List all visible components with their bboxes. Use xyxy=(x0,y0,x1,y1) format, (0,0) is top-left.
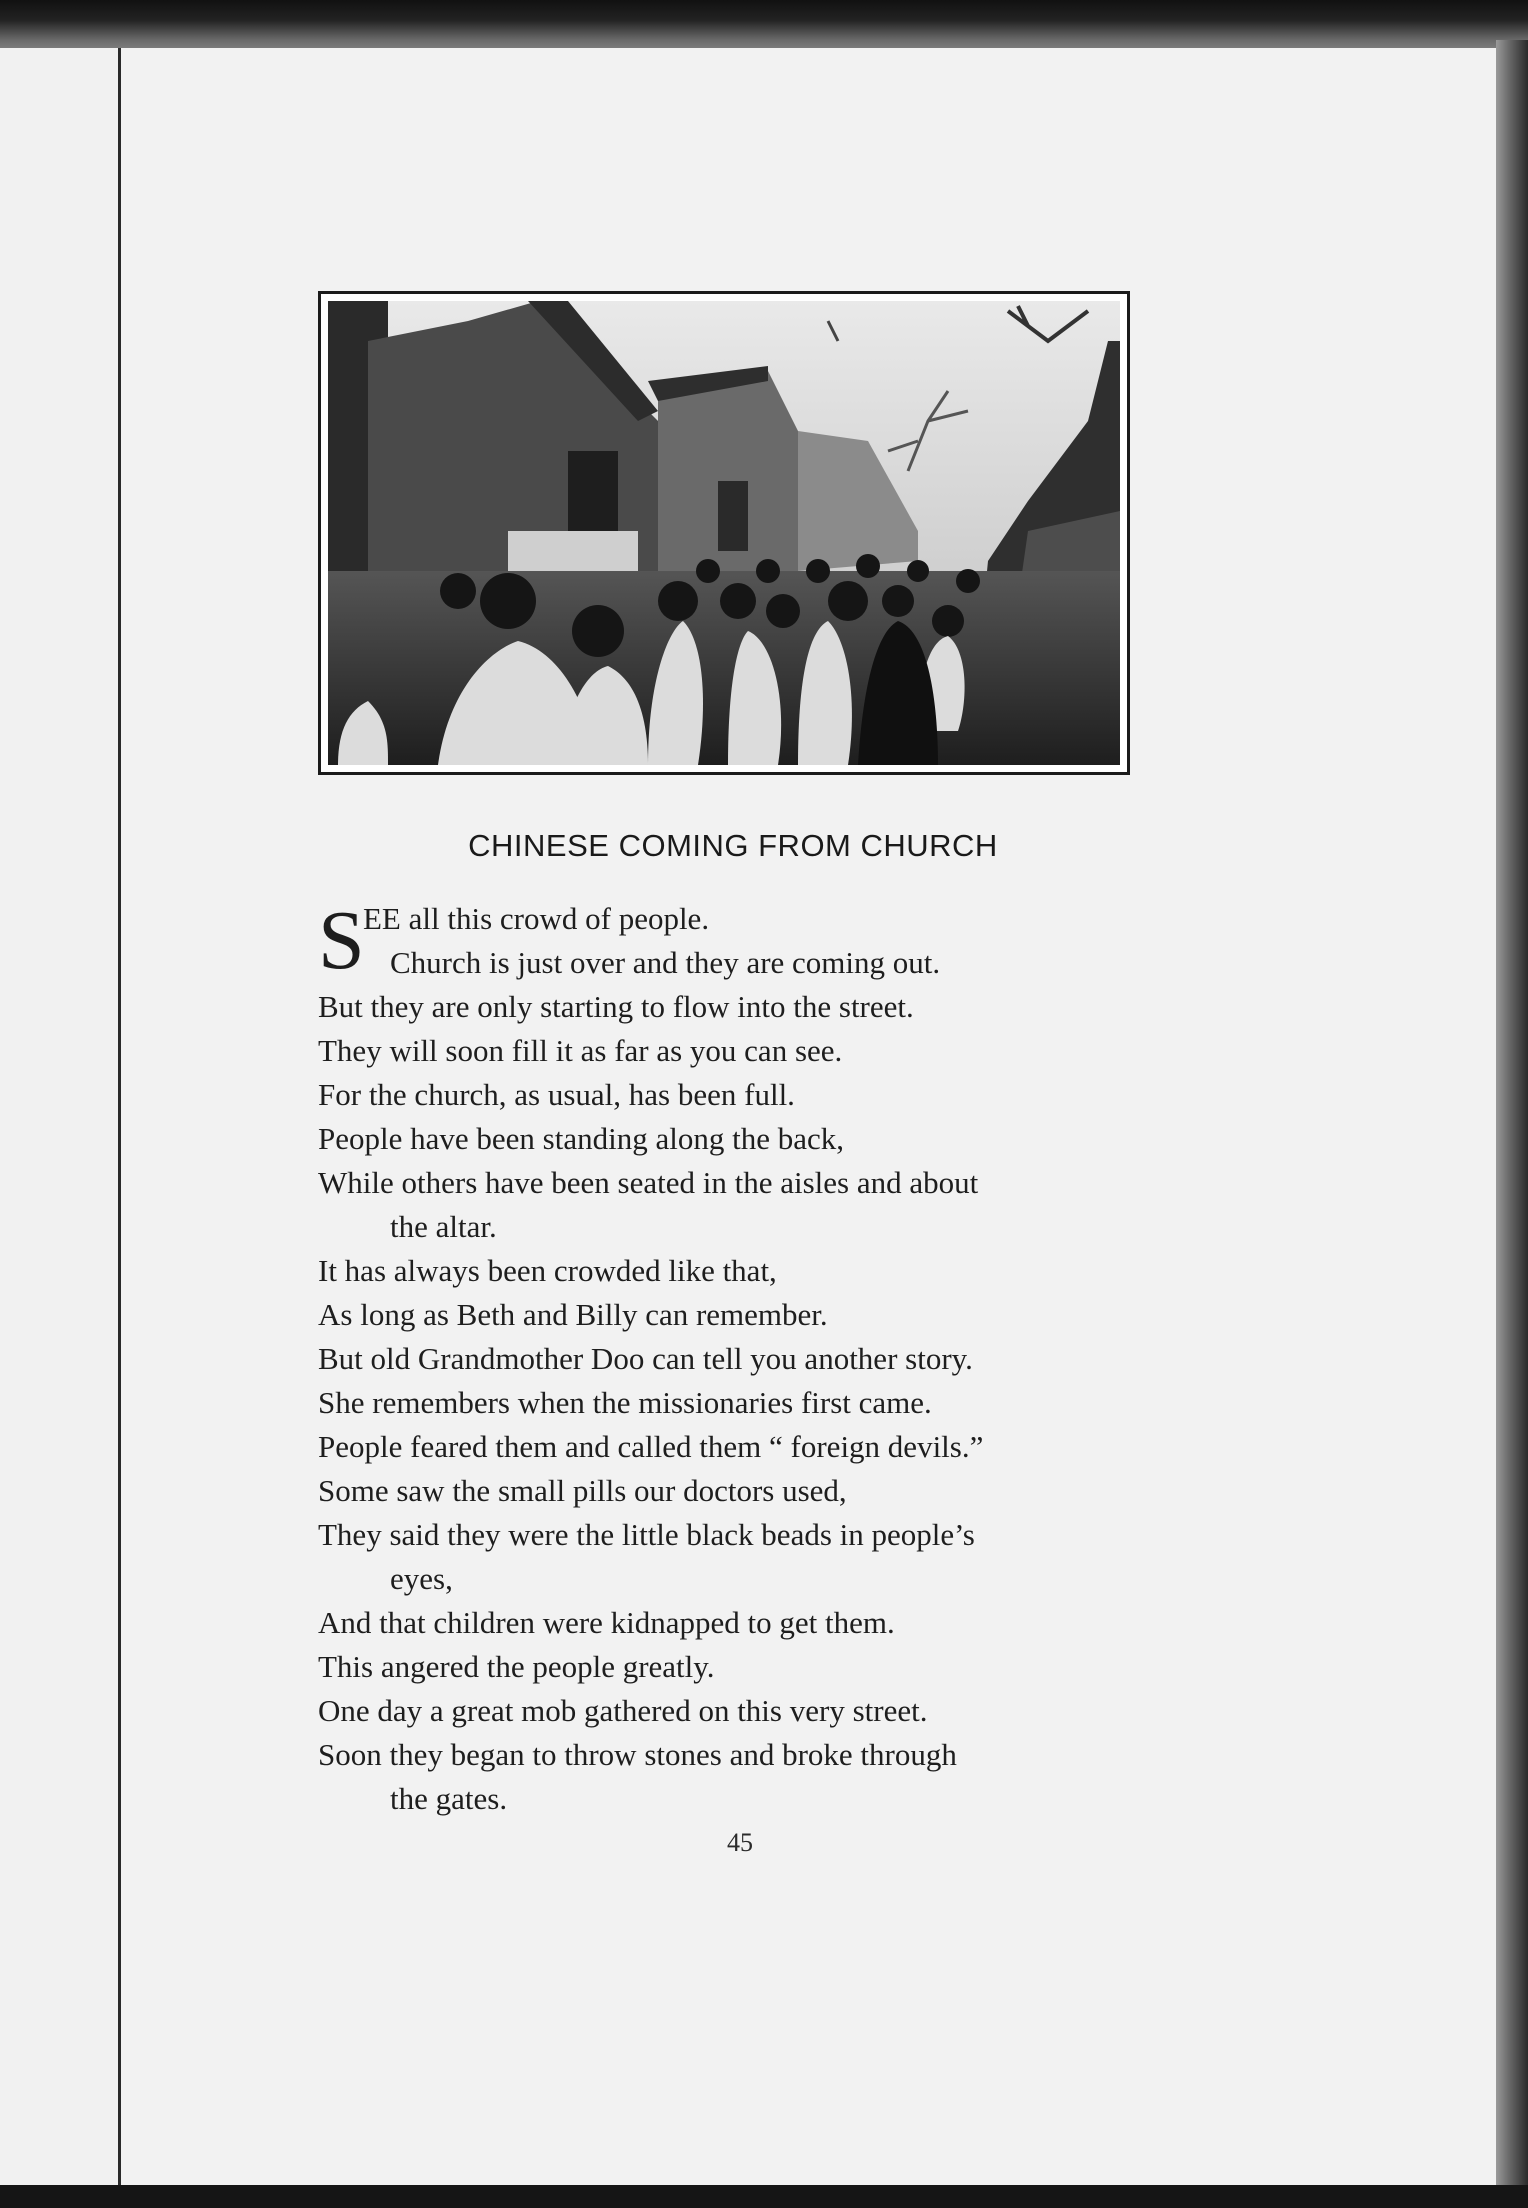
text-line: Some saw the small pills our doctors used, xyxy=(318,1473,847,1508)
text-line: But they are only starting to flow into the street. xyxy=(318,989,914,1024)
text-line: As long as Beth and Billy can remember. xyxy=(318,1297,828,1332)
text-line: One day a great mob gathered on this very street. xyxy=(318,1693,928,1728)
photo-caption: CHINESE COMING FROM CHURCH xyxy=(468,828,998,863)
left-page-margin xyxy=(0,48,121,2188)
text-line: But old Grandmother Doo can tell you another story. xyxy=(318,1341,973,1376)
scan-bottom-edge xyxy=(0,2185,1528,2208)
text-line: Church is just over and they are coming out. xyxy=(390,945,941,980)
text-line: For the church, as usual, has been full. xyxy=(318,1077,795,1112)
text-line: Soon they began to throw stones and broke through xyxy=(318,1737,957,1772)
page-number: 45 xyxy=(727,1828,753,1857)
text-line: She remembers when the missionaries first came. xyxy=(318,1385,932,1420)
text-line: They said they were the little black beads in people’s xyxy=(318,1517,975,1552)
text-line: This angered the people greatly. xyxy=(318,1649,715,1684)
photo-frame xyxy=(318,291,1130,775)
text-line: They will soon fill it as far as you can see. xyxy=(318,1033,843,1068)
drop-cap: S xyxy=(318,894,365,987)
text-line: And that children were kidnapped to get them. xyxy=(318,1605,895,1640)
text-line: It has always been crowded like that, xyxy=(318,1253,777,1288)
text-line: eyes, xyxy=(390,1561,453,1596)
text-line: People feared them and called them “ foreign devils.” xyxy=(318,1429,984,1464)
text-line: the gates. xyxy=(390,1781,508,1816)
text-line: People have been standing along the back, xyxy=(318,1121,844,1156)
scan-top-edge xyxy=(0,0,1528,55)
text-line: While others have been seated in the aisles and about xyxy=(318,1165,979,1200)
line-text: EE all this crowd of people. xyxy=(363,901,710,936)
photo-icon xyxy=(328,301,1120,765)
poem-text xyxy=(318,894,1178,1821)
page-edge-shadow xyxy=(1496,40,1528,2190)
text-line: the altar. xyxy=(390,1209,497,1244)
